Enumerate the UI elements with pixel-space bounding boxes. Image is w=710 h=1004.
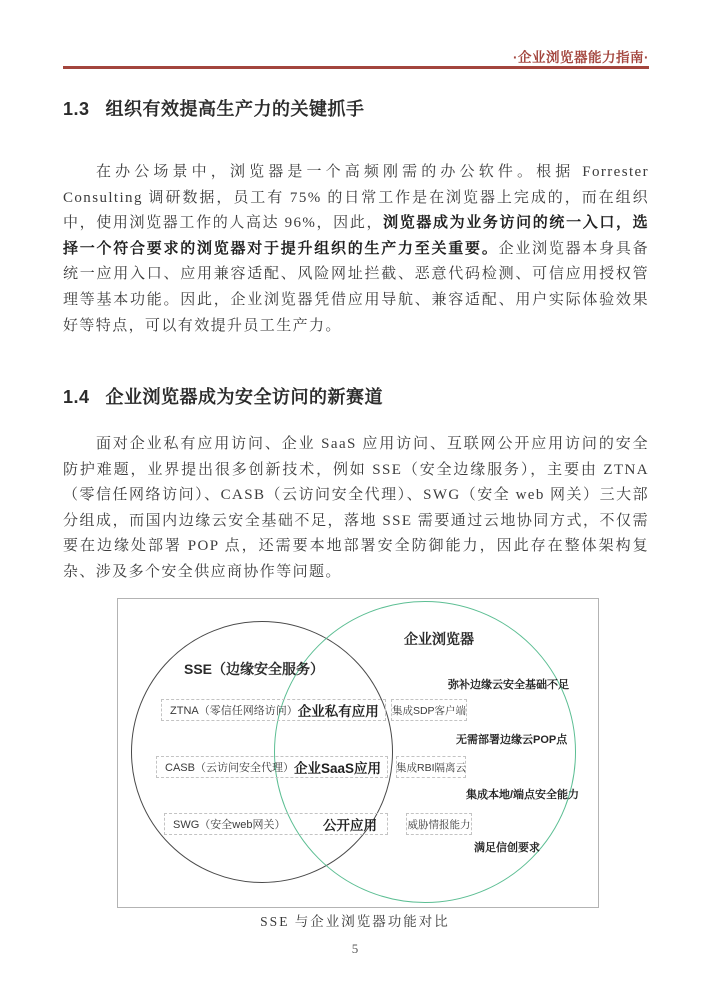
venn-row-middle-label: 公开应用 [323, 818, 377, 833]
section-heading-1-3 [63, 95, 365, 121]
page-number: 5 [351, 941, 359, 956]
running-header-title: ·企业浏览器能力指南· [513, 50, 649, 65]
paragraph-text: 面对企业私有应用访问、企业 SaaS 应用访问、互联网公开应用访问的安全防护难题，业界提出很多创新技术，例如 SSE（安全边缘服务），主要由 ZTNA（零信任网络访问）、CASB（云访问安全代理）、SWG（安全 web 网关）三大部分组成，而国内边缘云安全基础不足，落地 SSE 需要通过云地协同方式，不仅需要在边缘处部署 POP 点，还需要本地部署安全防御能力，因此存在整体架构复杂、涉及多个安全供应商协作等问题。 [63, 436, 649, 580]
paragraph-1-4 [63, 432, 649, 586]
venn-row-middle-label: 企业SaaS应用 [293, 761, 381, 776]
venn-note-no-pop: 无需部署边缘云POP点 [456, 734, 568, 746]
venn-row-saas-app [156, 756, 388, 778]
venn-diagram-figure [117, 598, 599, 908]
enterprise-browser-circle-label: 企业浏览器 [404, 631, 474, 647]
venn-cell-sdp-client: 集成SDP客户端 [391, 699, 467, 721]
section-heading-1-4 [63, 383, 383, 409]
section-title: 组织有效提高生产力的关键抓手 [105, 99, 365, 119]
header-rule [63, 66, 649, 69]
venn-row-private-app [161, 699, 386, 721]
section-title: 企业浏览器成为安全访问的新赛道 [105, 387, 384, 407]
venn-row-left-label: SWG（安全web网关） [173, 819, 286, 831]
paragraph-text: 在办公场景中，浏览器是一个高频刚需的办公软件。根据 Forrester Consulting 调研数据，员工有 75% 的日常工作是在浏览器上完成的，而在组织中，使用浏览器工作的人高达 96%，因此， [63, 164, 649, 232]
section-number: 1.4 [63, 387, 90, 407]
venn-note-local-endpoint-security: 集成本地/端点安全能力 [466, 789, 580, 801]
venn-note-xinchuang: 满足信创要求 [474, 842, 540, 854]
venn-row-middle-label: 企业私有应用 [297, 704, 379, 719]
venn-row-left-label: ZTNA（零信任网络访问） [170, 705, 298, 717]
venn-row-public-app [164, 813, 388, 835]
paragraph-1-3 [63, 160, 649, 339]
venn-note-edge-cloud-basis: 弥补边缘云安全基础不足 [448, 679, 569, 691]
paragraph-bold-text: 浏览器成为业务访问的统一入口，选择一个符合要求的浏览器对于提升组织的生产力至关重要。 [63, 215, 649, 257]
venn-row-left-label: CASB（云访问安全代理） [165, 762, 294, 774]
venn-cell-rbi-cloud: 集成RBI隔离云 [396, 756, 466, 778]
figure-caption: SSE 与企业浏览器功能对比 [260, 914, 450, 929]
venn-cell-threat-intel: 威胁情报能力 [406, 813, 472, 835]
paragraph-text: 企业浏览器本身具备统一应用入口、应用兼容适配、风险网址拦截、恶意代码检测、可信应用授权管理等基本功能。因此，企业浏览器凭借应用导航、兼容适配、用户实际体验效果好等特点，可以有效提升员工生产力。 [63, 240, 649, 334]
section-number: 1.3 [63, 99, 90, 119]
sse-circle-label: SSE（边缘安全服务） [184, 661, 325, 677]
